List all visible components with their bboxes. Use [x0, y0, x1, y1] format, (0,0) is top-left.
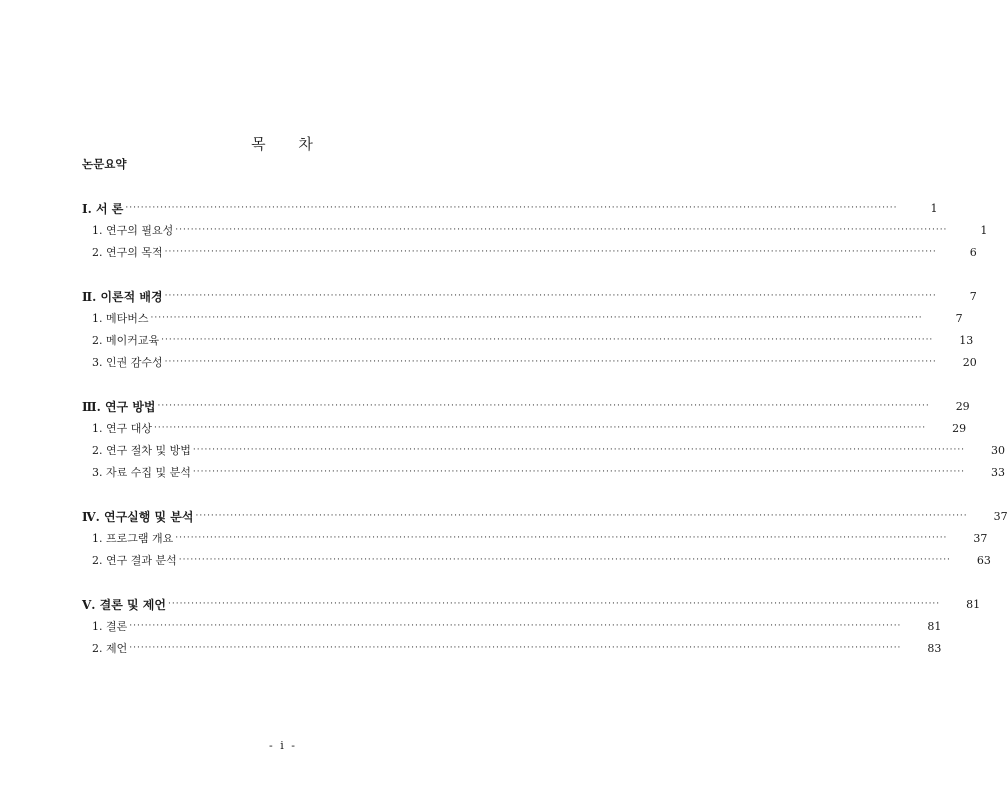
- toc-title: 목 차: [251, 135, 327, 153]
- toc-entry-label: 2. 제언: [92, 642, 128, 655]
- toc-page-number: 1: [930, 201, 938, 215]
- toc-section-row: [0, 639, 942, 657]
- toc-section-row: [0, 617, 942, 635]
- dot-leader: ········································································································································································································: [164, 247, 937, 257]
- dot-leader: ········································································································································································································: [192, 467, 966, 477]
- toc-entry-label: 3. 인권 감수성: [92, 356, 163, 369]
- toc-page-number: 83: [927, 641, 942, 655]
- toc-entry-label: 3. 자료 수집 및 분석: [92, 466, 191, 479]
- dot-leader: ········································································································································································································: [164, 357, 937, 367]
- toc-section-row: [0, 221, 988, 239]
- toc-chapter-row: [0, 595, 981, 613]
- toc-page-number: 1: [980, 223, 988, 237]
- toc-section-row: [0, 463, 1006, 481]
- toc-entry-label: 1. 연구 대상: [92, 422, 152, 435]
- toc-chapter-row: [0, 287, 977, 305]
- toc-entry-label: 2. 연구 결과 분석: [92, 554, 177, 567]
- toc-entry-label: 1. 메타버스: [92, 312, 149, 325]
- toc-page-number: 63: [976, 553, 991, 567]
- toc-page-number: 81: [966, 597, 981, 611]
- toc-chapter-row: [0, 199, 938, 217]
- toc-entry-label: Ⅰ. 서 론: [82, 201, 124, 216]
- page-number-footer: - i -: [269, 739, 297, 752]
- toc-page-number: 7: [955, 311, 963, 325]
- dot-leader: ········································································································································································································: [125, 203, 898, 213]
- toc-page-number: 30: [991, 443, 1006, 457]
- toc-section-row: [0, 551, 991, 569]
- dot-leader: ········································································································································································································: [129, 621, 902, 631]
- dot-leader: ········································································································································································································: [178, 555, 951, 565]
- dot-leader: ········································································································································································································: [175, 225, 948, 235]
- abstract-link: 논문요약: [82, 157, 127, 171]
- toc-entry-label: 1. 결론: [92, 620, 128, 633]
- dot-leader: ········································································································································································································: [154, 423, 927, 433]
- toc-section-row: [0, 529, 988, 547]
- toc-page-number: 7: [969, 289, 977, 303]
- toc-page-number: 37: [973, 531, 988, 545]
- toc-chapter-row: [0, 507, 1008, 525]
- toc-page-number: 6: [969, 245, 977, 259]
- toc-page-number: 33: [991, 465, 1006, 479]
- toc-entry-label: 1. 연구의 필요성: [92, 224, 174, 237]
- dot-leader: ········································································································································································································: [129, 643, 902, 653]
- toc-page-number: 13: [959, 333, 974, 347]
- toc-entry-label: 2. 연구 절차 및 방법: [92, 444, 191, 457]
- toc-page-number: 29: [955, 399, 970, 413]
- toc-page-number: 20: [962, 355, 977, 369]
- dot-leader: ········································································································································································································: [157, 401, 930, 411]
- toc-entry-label: 2. 연구의 목적: [92, 246, 163, 259]
- dot-leader: ········································································································································································································: [150, 313, 923, 323]
- toc-section-row: [0, 243, 977, 261]
- dot-leader: ········································································································································································································: [167, 599, 941, 609]
- toc-entry-label: Ⅴ. 결론 및 제언: [82, 597, 166, 612]
- toc-page-number: 37: [993, 509, 1008, 523]
- toc-chapter-row: [0, 397, 970, 415]
- toc-entry-label: Ⅳ. 연구실행 및 분석: [82, 509, 194, 524]
- dot-leader: ········································································································································································································: [192, 445, 966, 455]
- toc-entry-label: 1. 프로그램 개요: [92, 532, 174, 545]
- toc-entry-label: 2. 메이커교육: [92, 334, 160, 347]
- dot-leader: ········································································································································································································: [175, 533, 948, 543]
- toc-page-number: 29: [952, 421, 967, 435]
- toc-section-row: [0, 353, 977, 371]
- toc-section-row: [0, 419, 967, 437]
- toc-entry-label: Ⅲ. 연구 방법: [82, 399, 156, 414]
- toc-section-row: [0, 309, 963, 327]
- toc-page-number: 81: [927, 619, 942, 633]
- dot-leader: ········································································································································································································: [195, 511, 968, 521]
- dot-leader: ········································································································································································································: [161, 335, 934, 345]
- dot-leader: ········································································································································································································: [164, 291, 937, 301]
- toc-entry-label: Ⅱ. 이론적 배경: [82, 289, 163, 304]
- toc-section-row: [0, 441, 1006, 459]
- toc-section-row: [0, 331, 974, 349]
